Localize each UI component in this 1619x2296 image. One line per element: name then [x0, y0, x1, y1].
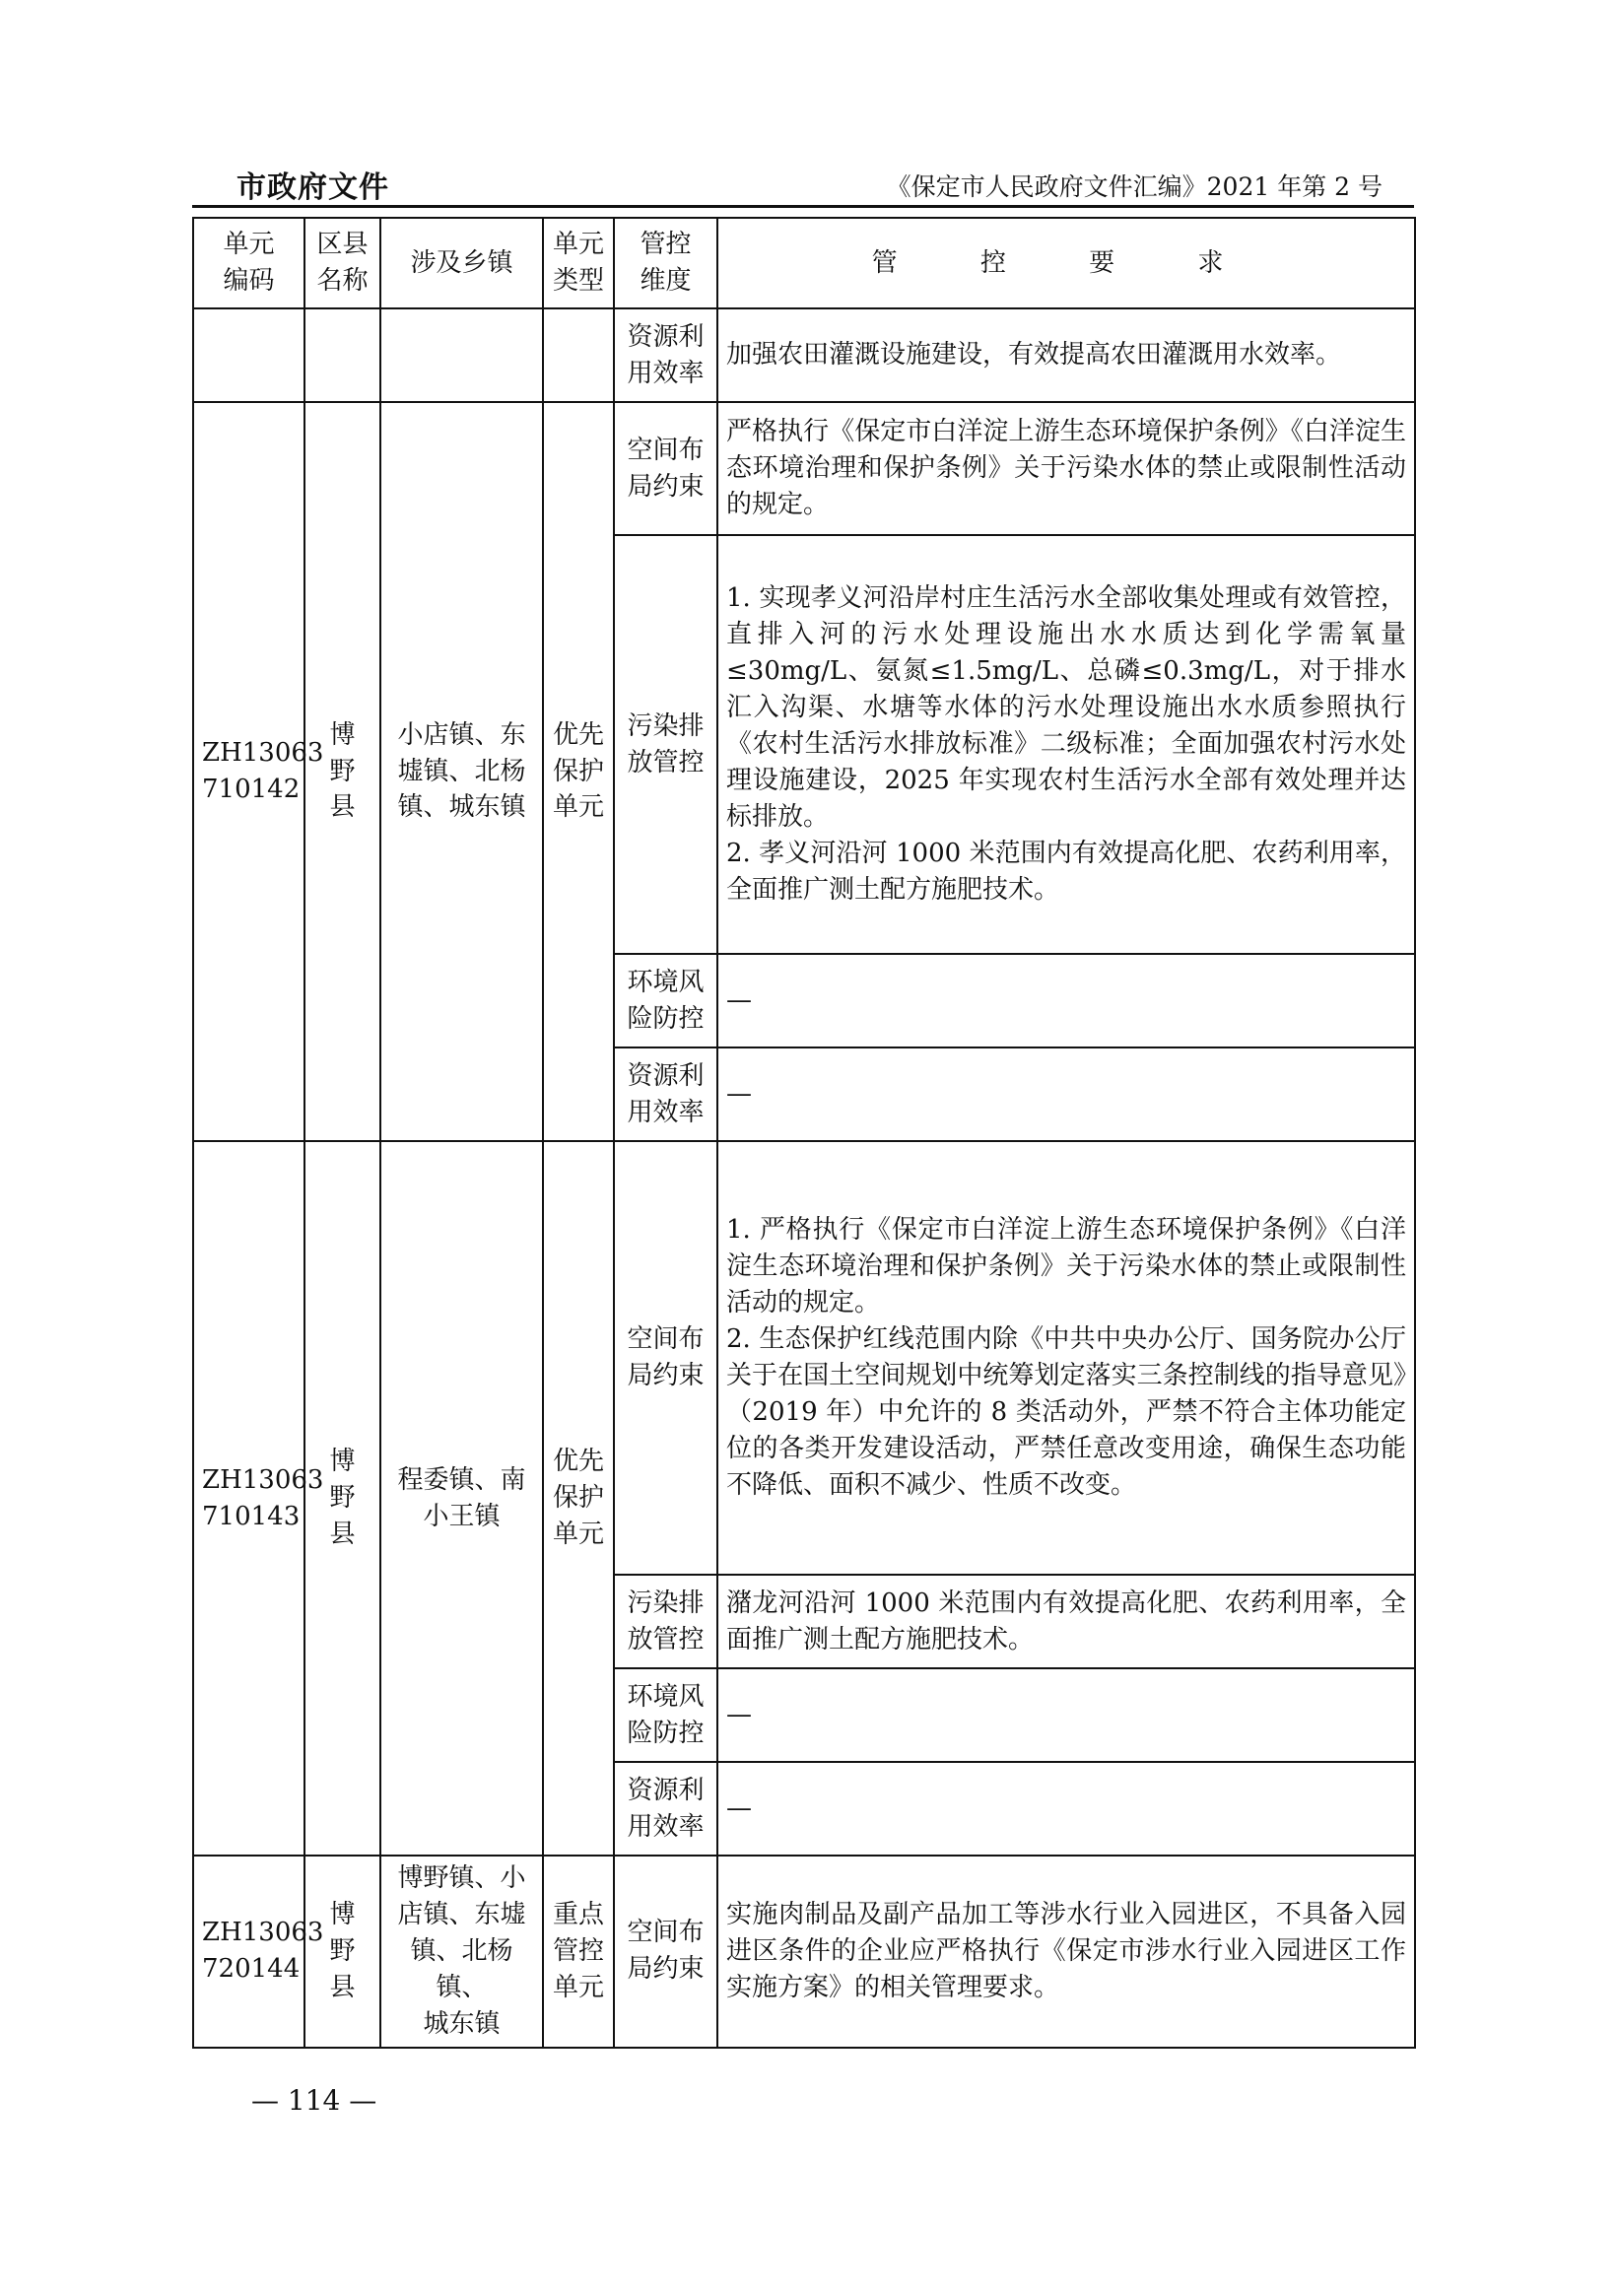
dimension-cell: 空间布 局约束 [614, 1141, 717, 1575]
table-header-row [193, 218, 1415, 308]
county-cell: 博 野 县 [304, 1856, 380, 2048]
header-right-title: 《保定市人民政府文件汇编》2021 年第 2 号 [886, 172, 1383, 201]
header-towns: 涉及乡镇 [380, 218, 543, 308]
requirement-cell: — [717, 1668, 1415, 1762]
unit-code-cell: ZH13063 710142 [193, 402, 304, 1141]
requirement-cell: 潴龙河沿河 1000 米范围内有效提高化肥、农药利用率，全面推广测土配方施肥技术。 [717, 1575, 1415, 1668]
header-control-requirements: 管 控 要 求 [717, 218, 1415, 308]
table-row [193, 1856, 1415, 2048]
dimension-cell: 空间布 局约束 [614, 1856, 717, 2048]
unit-type-cell: 优先 保护 单元 [543, 1141, 614, 1856]
header-divider [192, 205, 1414, 208]
page-number: — 114 — [251, 2084, 377, 2117]
unit-type-cell: 优先 保护 单元 [543, 402, 614, 1141]
requirement-cell: — [717, 954, 1415, 1047]
unit-code-cell: ZH13063 720144 [193, 1856, 304, 2048]
county-cell: 博 野 县 [304, 402, 380, 1141]
header-control-dimension: 管控 维度 [614, 218, 717, 308]
dimension-cell: 空间布 局约束 [614, 402, 717, 535]
requirement-cell: — [717, 1047, 1415, 1141]
dimension-cell: 资源利 用效率 [614, 1762, 717, 1856]
towns-cell: 小店镇、东 墟镇、北杨 镇、城东镇 [380, 402, 543, 1141]
unit-code-cell: ZH13063 710143 [193, 1141, 304, 1856]
requirement-cell: 实施肉制品及副产品加工等涉水行业入园进区，不具备入园进区条件的企业应严格执行《保定市涉水行业入园进区工作实施方案》的相关管理要求。 [717, 1856, 1415, 2048]
dimension-cell: 污染排 放管控 [614, 535, 717, 954]
dimension-cell: 环境风 险防控 [614, 954, 717, 1047]
county-cell: 博 野 县 [304, 1141, 380, 1856]
towns-cell: 博野镇、小 店镇、东墟 镇、北杨镇、 城东镇 [380, 1856, 543, 2048]
requirement-cell: 严格执行《保定市白洋淀上游生态环境保护条例》《白洋淀生态环境治理和保护条例》关于污染水体的禁止或限制性活动的规定。 [717, 402, 1415, 535]
dimension-cell: 资源利 用效率 [614, 1047, 717, 1141]
dimension-cell: 环境风 险防控 [614, 1668, 717, 1762]
header-unit-code: 单元 编码 [193, 218, 304, 308]
control-requirements-table [192, 217, 1416, 2049]
dimension-cell: 资源利 用效率 [614, 308, 717, 402]
requirement-item: 2. 生态保护红线范围内除《中共中央办公厅、国务院办公厅关于在国土空间规划中统筹划定落实三条控制线的指导意见》（2019 年）中允许的 8 类活动外，严禁不符合主体功能定位的各类开发建设活动，严禁任意改变用途，确保生态功能不降低、面积不减少、性质不改变。 [726, 1324, 1406, 1500]
requirement-cell [717, 535, 1415, 954]
table-row [193, 308, 1415, 402]
requirement-item: 2. 孝义河沿河 1000 米范围内有效提高化肥、农药利用率，全面推广测土配方施肥技术。 [726, 838, 1406, 905]
requirement-item: 1. 实现孝义河沿岸村庄生活污水全部收集处理或有效管控，直排入河的污水处理设施出水水质达到化学需氧量≤30mg/L、氨氮≤1.5mg/L、总磷≤0.3mg/L，对于排水汇入沟渠、水塘等水体的污水处理设施出水水质参照执行《农村生活污水排放标准》二级标准；全面加强农村污水处理设施建设，2025 年实现农村生活污水全部有效处理并达标排放。 [726, 583, 1406, 832]
towns-cell: 程委镇、南 小王镇 [380, 1141, 543, 1856]
header-county: 区县 名称 [304, 218, 380, 308]
header-left-title: 市政府文件 [236, 170, 389, 205]
requirement-cell: — [717, 1762, 1415, 1856]
requirement-cell [717, 1141, 1415, 1575]
unit-type-cell: 重点 管控 单元 [543, 1856, 614, 2048]
table-row [193, 1141, 1415, 1575]
header-unit-type: 单元 类型 [543, 218, 614, 308]
table-row [193, 402, 1415, 535]
requirement-item: 1. 严格执行《保定市白洋淀上游生态环境保护条例》《白洋淀生态环境治理和保护条例》关于污染水体的禁止或限制性活动的规定。 [726, 1215, 1406, 1318]
dimension-cell: 污染排 放管控 [614, 1575, 717, 1668]
requirement-cell: 加强农田灌溉设施建设，有效提高农田灌溉用水效率。 [717, 308, 1415, 402]
